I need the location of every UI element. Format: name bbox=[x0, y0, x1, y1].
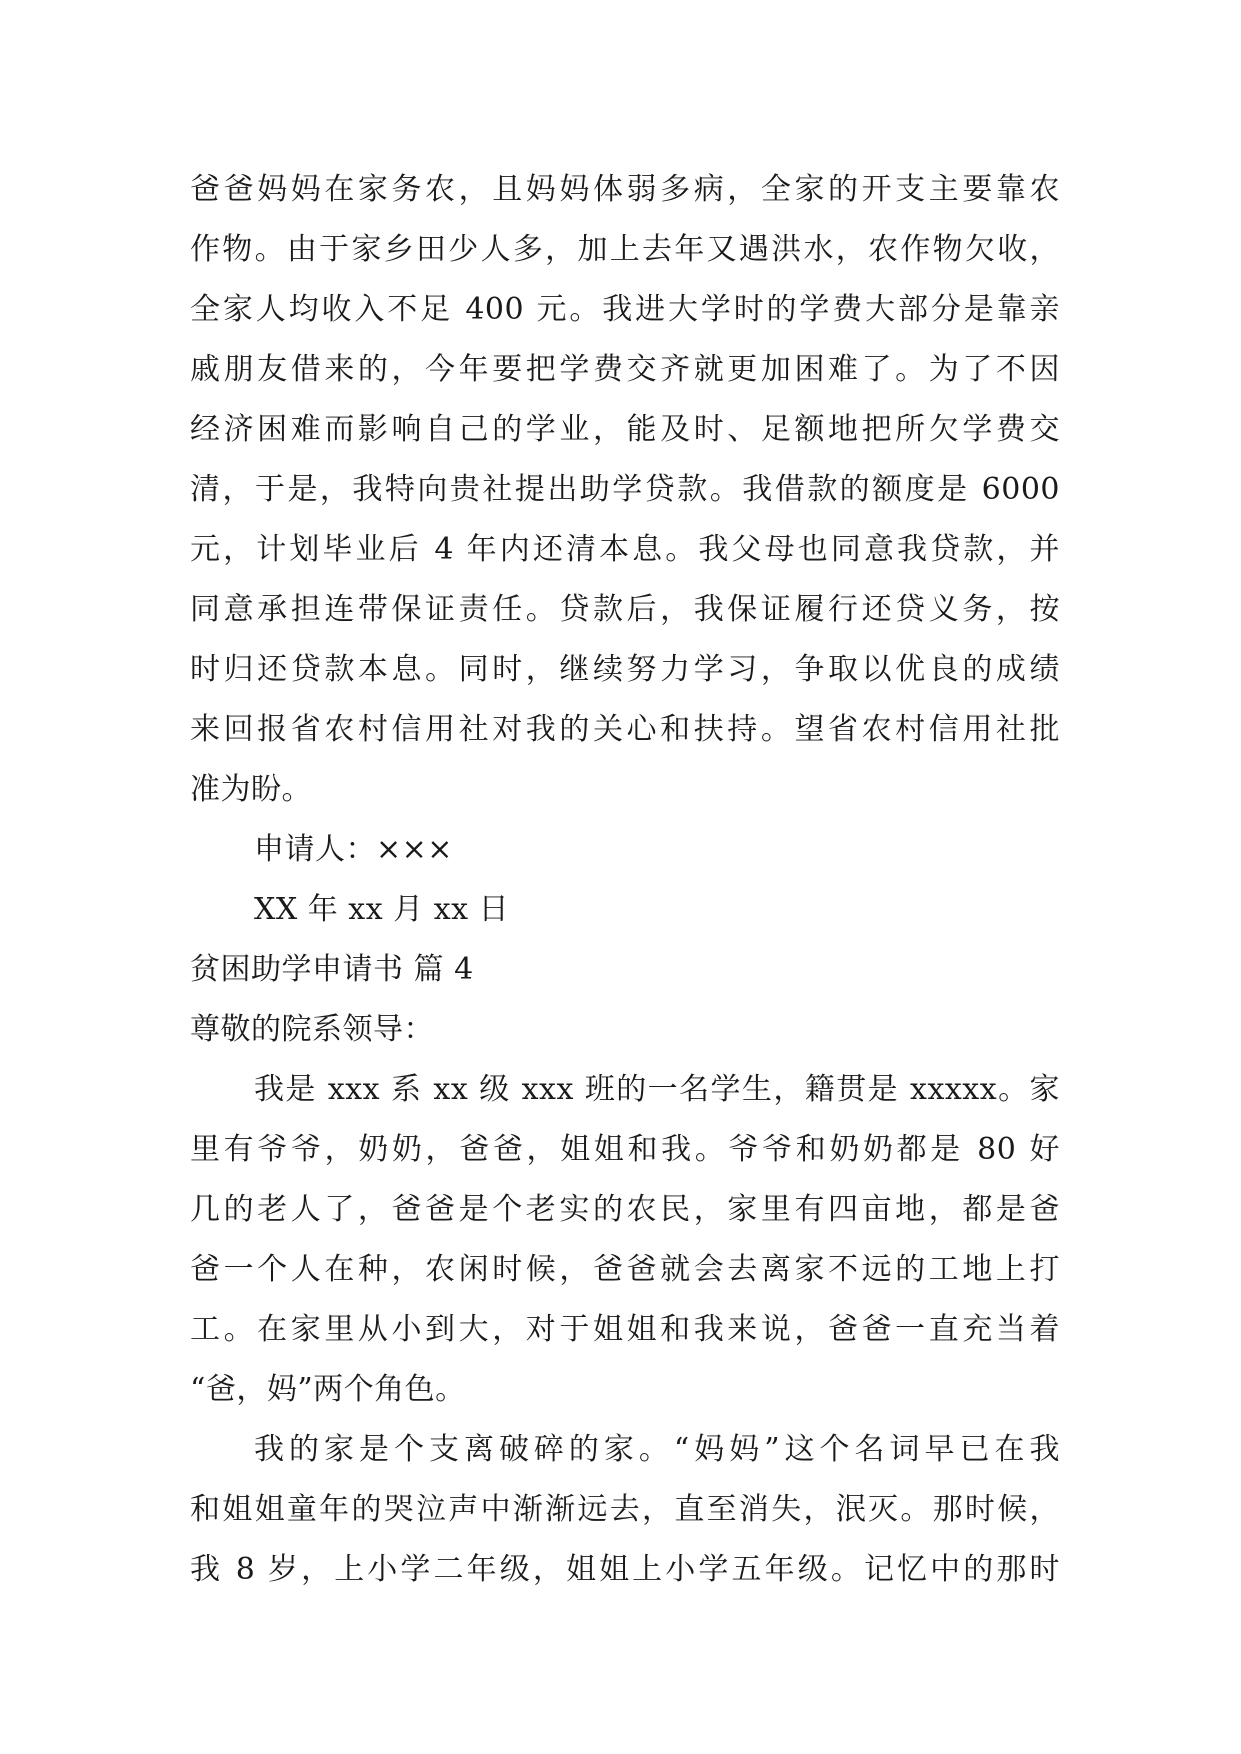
text-line: 爸一个人在种，农闲时候，爸爸就会去离家不远的工地上打 bbox=[190, 1252, 1060, 1287]
salutation: 尊敬的院系领导： bbox=[190, 1012, 434, 1047]
text-line: 元，计划毕业后 4 年内还清本息。我父母也同意我贷款，并 bbox=[190, 532, 1060, 567]
paragraph-loan-request bbox=[190, 160, 1060, 820]
paragraph-family-background bbox=[190, 1060, 1060, 1420]
applicant-signature: 申请人：××× bbox=[254, 832, 453, 867]
paragraph-broken-family bbox=[190, 1420, 1060, 1600]
text-line: 清，于是，我特向贵社提出助学贷款。我借款的额度是 6000 bbox=[190, 472, 1060, 507]
text-line: 经济困难而影响自己的学业，能及时、足额地把所欠学费交 bbox=[190, 412, 1060, 447]
text-line: 戚朋友借来的，今年要把学费交齐就更加困难了。为了不因 bbox=[190, 352, 1060, 387]
text-line: 准为盼。 bbox=[190, 772, 312, 807]
text-line: 我 8 岁，上小学二年级，姐姐上小学五年级。记忆中的那时 bbox=[190, 1552, 1060, 1587]
text-line: 里有爷爷，奶奶，爸爸，姐姐和我。爷爷和奶奶都是 80 好 bbox=[190, 1132, 1060, 1167]
document-page bbox=[190, 160, 1060, 1600]
text-line: 时归还贷款本息。同时，继续努力学习，争取以优良的成绩 bbox=[190, 652, 1060, 687]
text-line: 我是 xxx 系 xx 级 xxx 班的一名学生，籍贯是 xxxxx。家 bbox=[254, 1072, 1060, 1107]
text-line: 几的老人了，爸爸是个老实的农民，家里有四亩地，都是爸 bbox=[190, 1192, 1060, 1227]
text-line: 我的家是个支离破碎的家。“妈妈”这个名词早已在我 bbox=[254, 1432, 1060, 1467]
text-line: 同意承担连带保证责任。贷款后，我保证履行还贷义务，按 bbox=[190, 592, 1060, 627]
text-line: 爸爸妈妈在家务农，且妈妈体弱多病，全家的开支主要靠农 bbox=[190, 172, 1060, 207]
text-line: “爸，妈”两个角色。 bbox=[190, 1372, 466, 1407]
text-line: 作物。由于家乡田少人多，加上去年又遇洪水，农作物欠收， bbox=[190, 232, 1060, 267]
section-title: 贫困助学申请书 篇 4 bbox=[190, 952, 474, 987]
text-line: 和姐姐童年的哭泣声中渐渐远去，直至消失，泯灭。那时候， bbox=[190, 1492, 1060, 1527]
text-line: 全家人均收入不足 400 元。我进大学时的学费大部分是靠亲 bbox=[190, 292, 1060, 327]
text-line: 工。在家里从小到大，对于姐姐和我来说，爸爸一直充当着 bbox=[190, 1312, 1060, 1347]
text-line: 来回报省农村信用社对我的关心和扶持。望省农村信用社批 bbox=[190, 712, 1060, 747]
application-date: XX 年 xx 月 xx 日 bbox=[254, 892, 510, 927]
